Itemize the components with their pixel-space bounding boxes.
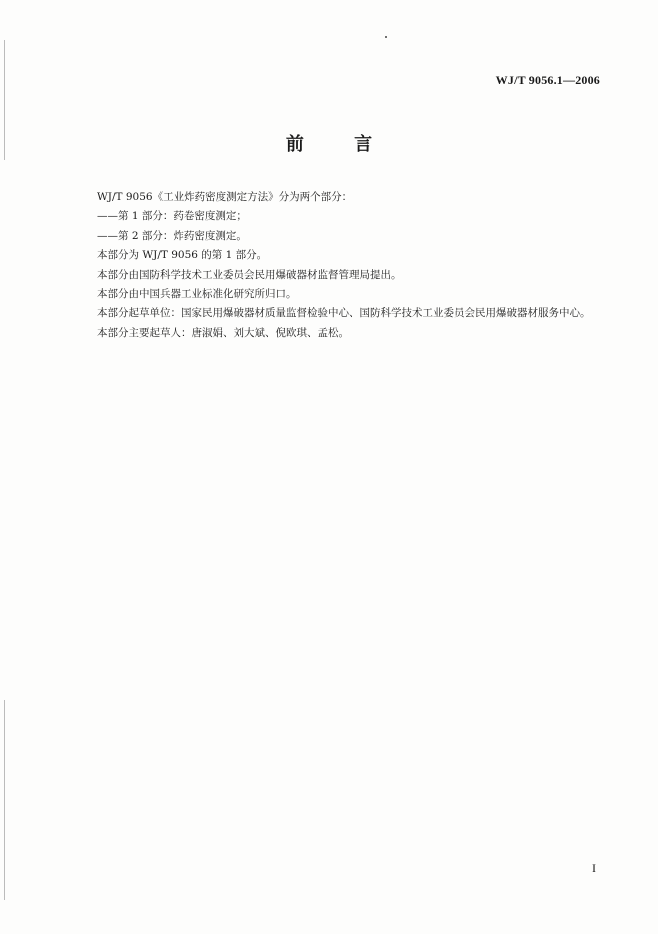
foreword-body [77,188,625,343]
paragraph: 本部分为 WJ/T 9056 的第 1 部分。 [97,249,268,262]
paragraph: 本部分主要起草人：唐淑娟、刘大斌、倪欧琪、孟松。 [97,326,349,339]
standard-code: WJ/T 9056.1—2006 [495,73,600,87]
scan-speck [385,36,387,38]
page-number: I [592,861,596,875]
paragraph: ——第 2 部分：炸药密度测定。 [97,229,247,242]
paragraph: ——第 1 部分：药卷密度测定； [97,210,247,223]
paragraph: 本部分起草单位：国家民用爆破器材质量监督检验中心、国防科学技术工业委员会民用爆破器材服务中心。 [97,307,591,320]
paragraph: 本部分由中国兵器工业标准化研究所归口。 [97,288,297,301]
paragraph: 本部分由国防科学技术工业委员会民用爆破器材监督管理局提出。 [97,268,402,281]
page-title: 前 言 [285,134,395,155]
paragraph: WJ/T 9056《工业炸药密度测定方法》分为两个部分： [97,191,353,203]
scan-edge-line [4,700,5,900]
